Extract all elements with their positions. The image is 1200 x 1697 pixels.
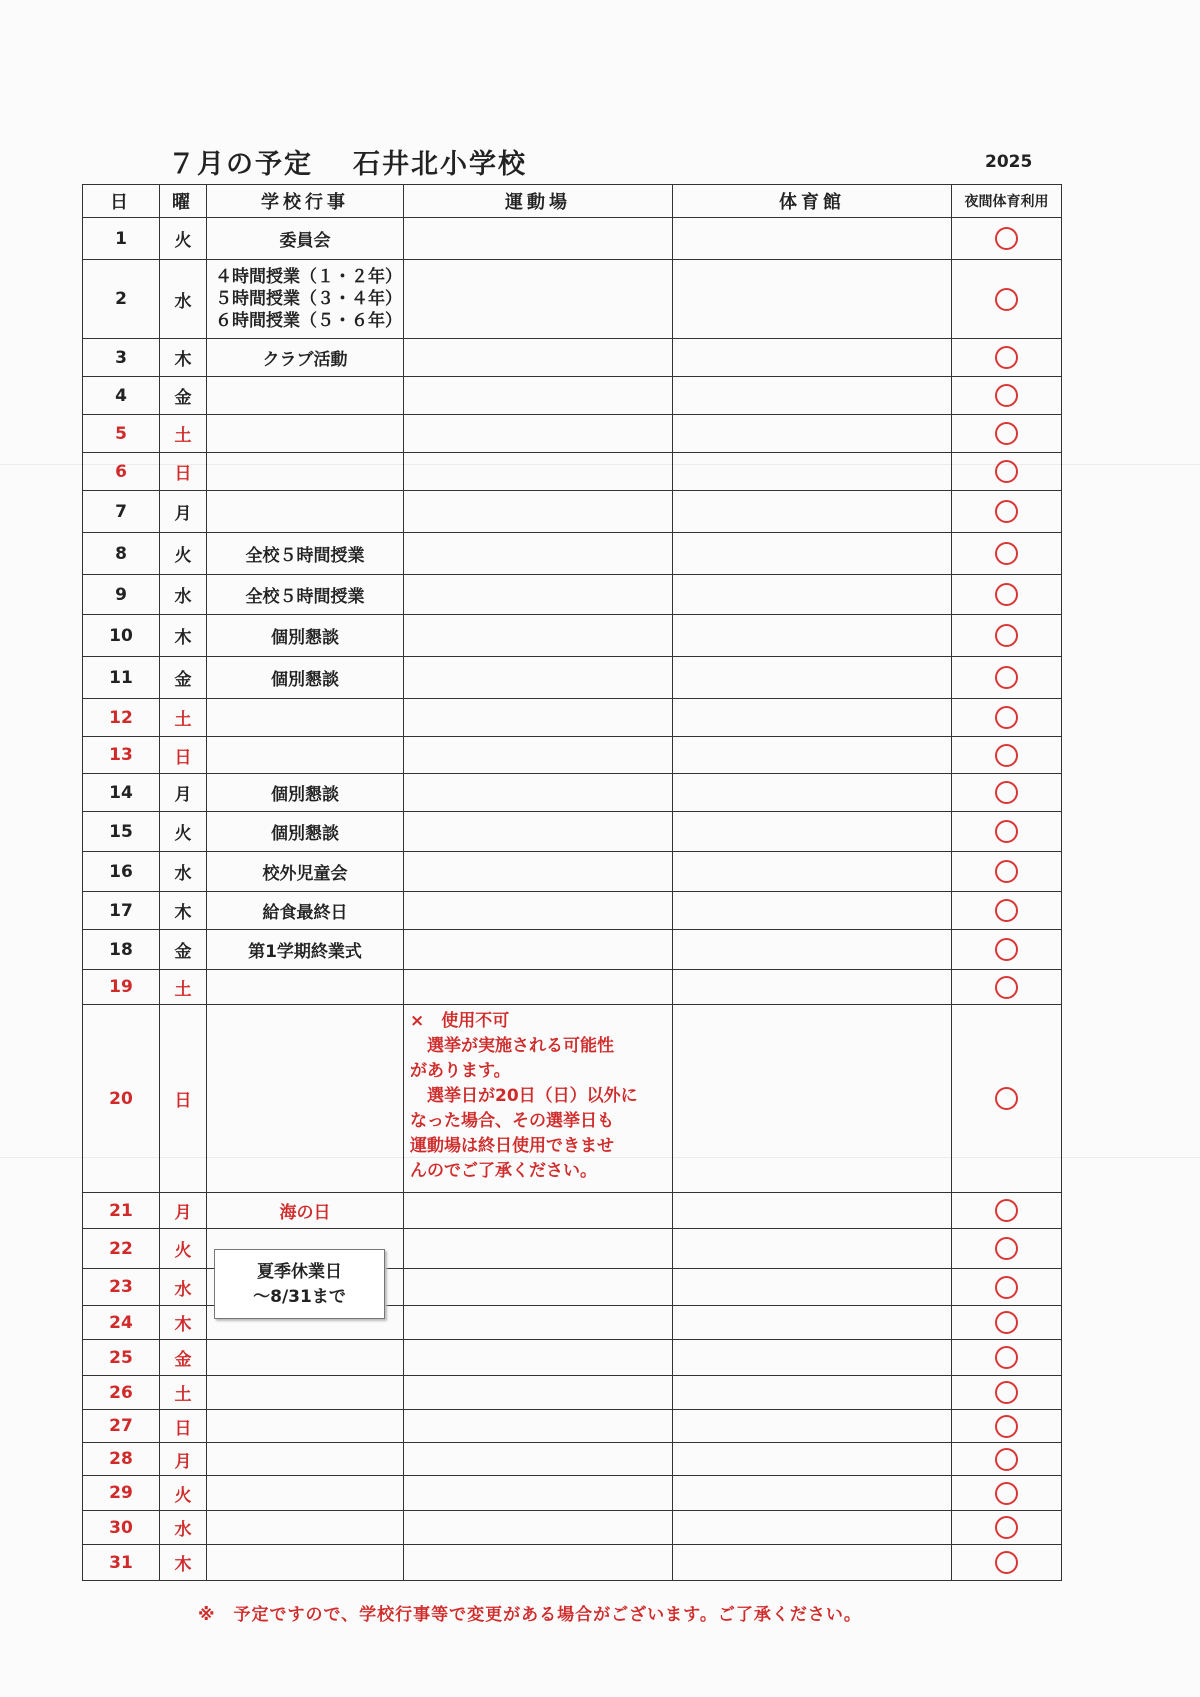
field-cell bbox=[404, 737, 673, 774]
event-cell: 個別懇談 bbox=[207, 657, 404, 699]
table-row bbox=[83, 812, 1062, 852]
gym-cell bbox=[673, 1193, 952, 1229]
event-line: ４時間授業（１・２年） bbox=[215, 267, 402, 287]
gym-cell bbox=[673, 1376, 952, 1410]
night-use-cell bbox=[952, 970, 1062, 1005]
table-header bbox=[83, 185, 1062, 218]
day-cell: 16 bbox=[83, 852, 160, 892]
circle-mark-icon bbox=[995, 666, 1018, 689]
field-cell bbox=[404, 575, 673, 615]
table-row bbox=[83, 1511, 1062, 1545]
night-use-cell bbox=[952, 1229, 1062, 1269]
day-cell: 21 bbox=[83, 1193, 160, 1229]
weekday-cell: 月 bbox=[160, 1443, 207, 1476]
gym-cell bbox=[673, 1269, 952, 1306]
gym-cell bbox=[673, 615, 952, 657]
field-cell bbox=[404, 930, 673, 970]
field-note-line: × 使用不可 bbox=[410, 1011, 510, 1031]
field-note-line: 選挙が実施される可能性 bbox=[410, 1036, 614, 1056]
day-cell: 28 bbox=[83, 1443, 160, 1476]
day-cell: 14 bbox=[83, 774, 160, 812]
table-row bbox=[83, 774, 1062, 812]
gym-cell bbox=[673, 892, 952, 930]
night-use-cell bbox=[952, 892, 1062, 930]
table-row bbox=[83, 1476, 1062, 1511]
event-cell bbox=[207, 737, 404, 774]
circle-mark-icon bbox=[995, 820, 1018, 843]
circle-mark-icon bbox=[995, 1482, 1018, 1505]
gym-cell bbox=[673, 812, 952, 852]
table-row bbox=[83, 377, 1062, 415]
table-row bbox=[83, 453, 1062, 491]
night-use-cell bbox=[952, 1306, 1062, 1340]
table-row bbox=[83, 1193, 1062, 1229]
day-cell: 25 bbox=[83, 1340, 160, 1376]
circle-mark-icon bbox=[995, 624, 1018, 647]
circle-mark-icon bbox=[995, 1346, 1018, 1369]
event-cell: 全校５時間授業 bbox=[207, 575, 404, 615]
day-cell: 24 bbox=[83, 1306, 160, 1340]
night-use-cell bbox=[952, 737, 1062, 774]
circle-mark-icon bbox=[995, 1415, 1018, 1438]
field-cell bbox=[404, 1005, 673, 1193]
weekday-cell: 土 bbox=[160, 699, 207, 737]
day-cell: 13 bbox=[83, 737, 160, 774]
table-row bbox=[83, 339, 1062, 377]
field-cell bbox=[404, 657, 673, 699]
gym-cell bbox=[673, 657, 952, 699]
day-cell: 15 bbox=[83, 812, 160, 852]
field-cell bbox=[404, 1376, 673, 1410]
field-cell bbox=[404, 699, 673, 737]
header-events: 学校行事 bbox=[207, 185, 404, 218]
circle-mark-icon bbox=[995, 781, 1018, 804]
night-use-cell bbox=[952, 491, 1062, 533]
event-line: ５時間授業（３・４年） bbox=[215, 289, 402, 309]
table-row bbox=[83, 892, 1062, 930]
night-use-cell bbox=[952, 1511, 1062, 1545]
event-cell bbox=[207, 970, 404, 1005]
field-cell bbox=[404, 1443, 673, 1476]
field-note-line: があります。 bbox=[410, 1061, 511, 1081]
day-cell: 23 bbox=[83, 1269, 160, 1306]
event-cell: 個別懇談 bbox=[207, 615, 404, 657]
weekday-cell: 水 bbox=[160, 260, 207, 339]
night-use-cell bbox=[952, 453, 1062, 491]
field-cell bbox=[404, 415, 673, 453]
night-use-cell bbox=[952, 774, 1062, 812]
event-cell bbox=[207, 1005, 404, 1193]
day-cell: 20 bbox=[83, 1005, 160, 1193]
field-cell bbox=[404, 1193, 673, 1229]
event-cell: 第1学期終業式 bbox=[207, 930, 404, 970]
weekday-cell: 月 bbox=[160, 491, 207, 533]
gym-cell bbox=[673, 260, 952, 339]
night-use-cell bbox=[952, 1443, 1062, 1476]
table-row bbox=[83, 737, 1062, 774]
circle-mark-icon bbox=[995, 1311, 1018, 1334]
header-field: 運動場 bbox=[404, 185, 673, 218]
header-day: 日 bbox=[83, 185, 160, 218]
day-cell: 31 bbox=[83, 1545, 160, 1581]
field-cell bbox=[404, 812, 673, 852]
circle-mark-icon bbox=[995, 1087, 1018, 1110]
gym-cell bbox=[673, 737, 952, 774]
gym-cell bbox=[673, 1306, 952, 1340]
event-cell bbox=[207, 1511, 404, 1545]
event-line: ６時間授業（５・６年） bbox=[215, 311, 402, 331]
gym-cell bbox=[673, 930, 952, 970]
night-use-cell bbox=[952, 699, 1062, 737]
weekday-cell: 火 bbox=[160, 1229, 207, 1269]
day-cell: 19 bbox=[83, 970, 160, 1005]
gym-cell bbox=[673, 491, 952, 533]
field-cell bbox=[404, 533, 673, 575]
field-cell bbox=[404, 774, 673, 812]
weekday-cell: 火 bbox=[160, 812, 207, 852]
gym-cell bbox=[673, 377, 952, 415]
event-cell bbox=[207, 1545, 404, 1581]
night-use-cell bbox=[952, 339, 1062, 377]
field-cell bbox=[404, 1306, 673, 1340]
day-cell: 8 bbox=[83, 533, 160, 575]
day-cell: 30 bbox=[83, 1511, 160, 1545]
weekday-cell: 火 bbox=[160, 1476, 207, 1511]
circle-mark-icon bbox=[995, 1276, 1018, 1299]
weekday-cell: 日 bbox=[160, 1410, 207, 1443]
weekday-cell: 木 bbox=[160, 892, 207, 930]
night-use-cell bbox=[952, 377, 1062, 415]
header-gym: 体育館 bbox=[673, 185, 952, 218]
field-cell bbox=[404, 1476, 673, 1511]
field-cell bbox=[404, 1340, 673, 1376]
field-cell bbox=[404, 1229, 673, 1269]
field-note-line: 運動場は終日使用できませ bbox=[410, 1136, 614, 1156]
month-title: ７月の予定 bbox=[168, 149, 313, 180]
event-cell: 海の日 bbox=[207, 1193, 404, 1229]
year-label: 2025 bbox=[985, 152, 1033, 172]
field-note-line: 選挙日が20日（日）以外に bbox=[410, 1086, 638, 1106]
gym-cell bbox=[673, 533, 952, 575]
field-cell bbox=[404, 260, 673, 339]
table-row bbox=[83, 491, 1062, 533]
table-row bbox=[83, 930, 1062, 970]
gym-cell bbox=[673, 1005, 952, 1193]
table-row bbox=[83, 575, 1062, 615]
night-use-cell bbox=[952, 1269, 1062, 1306]
weekday-cell: 月 bbox=[160, 774, 207, 812]
footer-note: ※ 予定ですので、学校行事等で変更がある場合がございます。ご了承ください。 bbox=[198, 1605, 862, 1625]
table-row bbox=[83, 970, 1062, 1005]
weekday-cell: 金 bbox=[160, 1340, 207, 1376]
field-cell bbox=[404, 218, 673, 260]
day-cell: 2 bbox=[83, 260, 160, 339]
day-cell: 3 bbox=[83, 339, 160, 377]
gym-cell bbox=[673, 1476, 952, 1511]
weekday-cell: 火 bbox=[160, 533, 207, 575]
day-cell: 27 bbox=[83, 1410, 160, 1443]
schedule-table bbox=[82, 184, 1062, 1581]
circle-mark-icon bbox=[995, 346, 1018, 369]
event-cell bbox=[207, 453, 404, 491]
gym-cell bbox=[673, 1410, 952, 1443]
day-cell: 9 bbox=[83, 575, 160, 615]
event-cell bbox=[207, 1410, 404, 1443]
day-cell: 26 bbox=[83, 1376, 160, 1410]
day-cell: 29 bbox=[83, 1476, 160, 1511]
night-use-cell bbox=[952, 575, 1062, 615]
table-row bbox=[83, 260, 1062, 339]
weekday-cell: 水 bbox=[160, 1269, 207, 1306]
day-cell: 10 bbox=[83, 615, 160, 657]
table-row bbox=[83, 1005, 1062, 1193]
night-use-cell bbox=[952, 657, 1062, 699]
night-use-cell bbox=[952, 1376, 1062, 1410]
gym-cell bbox=[673, 453, 952, 491]
weekday-cell: 水 bbox=[160, 852, 207, 892]
circle-mark-icon bbox=[995, 744, 1018, 767]
day-cell: 5 bbox=[83, 415, 160, 453]
circle-mark-icon bbox=[995, 1199, 1018, 1222]
circle-mark-icon bbox=[995, 1237, 1018, 1260]
night-use-cell bbox=[952, 1410, 1062, 1443]
field-cell bbox=[404, 1545, 673, 1581]
night-use-cell bbox=[952, 930, 1062, 970]
circle-mark-icon bbox=[995, 1381, 1018, 1404]
weekday-cell: 金 bbox=[160, 930, 207, 970]
night-use-cell bbox=[952, 260, 1062, 339]
table-row bbox=[83, 657, 1062, 699]
night-use-cell bbox=[952, 415, 1062, 453]
table-row bbox=[83, 1545, 1062, 1581]
circle-mark-icon bbox=[995, 227, 1018, 250]
weekday-cell: 土 bbox=[160, 1376, 207, 1410]
weekday-cell: 木 bbox=[160, 1306, 207, 1340]
gym-cell bbox=[673, 699, 952, 737]
day-cell: 17 bbox=[83, 892, 160, 930]
gym-cell bbox=[673, 970, 952, 1005]
table-row bbox=[83, 218, 1062, 260]
vacation-title: 夏季休業日 bbox=[257, 1262, 342, 1282]
weekday-cell: 火 bbox=[160, 218, 207, 260]
day-cell: 12 bbox=[83, 699, 160, 737]
event-cell: 個別懇談 bbox=[207, 774, 404, 812]
event-cell bbox=[207, 1376, 404, 1410]
field-note-line: んのでご了承ください。 bbox=[410, 1161, 597, 1181]
table-row bbox=[83, 699, 1062, 737]
table-row bbox=[83, 1376, 1062, 1410]
event-cell: 個別懇談 bbox=[207, 812, 404, 852]
event-cell bbox=[207, 1340, 404, 1376]
circle-mark-icon bbox=[995, 706, 1018, 729]
day-cell: 22 bbox=[83, 1229, 160, 1269]
field-cell bbox=[404, 892, 673, 930]
summer-vacation-box bbox=[214, 1249, 385, 1319]
event-cell bbox=[207, 491, 404, 533]
gym-cell bbox=[673, 575, 952, 615]
table-row bbox=[83, 615, 1062, 657]
header-night-use: 夜間体育利用 bbox=[952, 185, 1062, 218]
night-use-cell bbox=[952, 1545, 1062, 1581]
school-name: 石井北小学校 bbox=[353, 149, 527, 180]
event-cell bbox=[207, 1443, 404, 1476]
weekday-cell: 日 bbox=[160, 453, 207, 491]
night-use-cell bbox=[952, 218, 1062, 260]
circle-mark-icon bbox=[995, 583, 1018, 606]
circle-mark-icon bbox=[995, 860, 1018, 883]
weekday-cell: 水 bbox=[160, 575, 207, 615]
gym-cell bbox=[673, 339, 952, 377]
gym-cell bbox=[673, 415, 952, 453]
weekday-cell: 土 bbox=[160, 970, 207, 1005]
table-row bbox=[83, 1443, 1062, 1476]
circle-mark-icon bbox=[995, 500, 1018, 523]
gym-cell bbox=[673, 1340, 952, 1376]
table-row bbox=[83, 533, 1062, 575]
weekday-cell: 木 bbox=[160, 1545, 207, 1581]
circle-mark-icon bbox=[995, 1448, 1018, 1471]
weekday-cell: 木 bbox=[160, 615, 207, 657]
field-cell bbox=[404, 339, 673, 377]
circle-mark-icon bbox=[995, 1551, 1018, 1574]
event-cell bbox=[207, 377, 404, 415]
circle-mark-icon bbox=[995, 384, 1018, 407]
circle-mark-icon bbox=[995, 288, 1018, 311]
field-cell bbox=[404, 1511, 673, 1545]
night-use-cell bbox=[952, 1005, 1062, 1193]
gym-cell bbox=[673, 1545, 952, 1581]
gym-cell bbox=[673, 1229, 952, 1269]
weekday-cell: 金 bbox=[160, 377, 207, 415]
field-cell bbox=[404, 1410, 673, 1443]
header-weekday: 曜 bbox=[160, 185, 207, 218]
field-cell bbox=[404, 377, 673, 415]
event-cell bbox=[207, 415, 404, 453]
field-cell bbox=[404, 491, 673, 533]
event-cell: クラブ活動 bbox=[207, 339, 404, 377]
vacation-until: ～8/31まで bbox=[253, 1287, 346, 1307]
weekday-cell: 土 bbox=[160, 415, 207, 453]
day-cell: 18 bbox=[83, 930, 160, 970]
day-cell: 4 bbox=[83, 377, 160, 415]
event-cell: 全校５時間授業 bbox=[207, 533, 404, 575]
event-cell bbox=[207, 1476, 404, 1511]
circle-mark-icon bbox=[995, 1516, 1018, 1539]
weekday-cell: 月 bbox=[160, 1193, 207, 1229]
night-use-cell bbox=[952, 1193, 1062, 1229]
event-cell bbox=[207, 699, 404, 737]
event-cell: 委員会 bbox=[207, 218, 404, 260]
day-cell: 6 bbox=[83, 453, 160, 491]
night-use-cell bbox=[952, 1476, 1062, 1511]
circle-mark-icon bbox=[995, 422, 1018, 445]
field-cell bbox=[404, 1269, 673, 1306]
weekday-cell: 日 bbox=[160, 737, 207, 774]
table-row bbox=[83, 1340, 1062, 1376]
event-cell: 給食最終日 bbox=[207, 892, 404, 930]
day-cell: 1 bbox=[83, 218, 160, 260]
day-cell: 7 bbox=[83, 491, 160, 533]
gym-cell bbox=[673, 218, 952, 260]
page-title bbox=[168, 142, 527, 181]
table-row bbox=[83, 852, 1062, 892]
weekday-cell: 水 bbox=[160, 1511, 207, 1545]
circle-mark-icon bbox=[995, 976, 1018, 999]
field-note-line: なった場合、その選挙日も bbox=[410, 1111, 614, 1131]
field-cell bbox=[404, 970, 673, 1005]
night-use-cell bbox=[952, 533, 1062, 575]
gym-cell bbox=[673, 1511, 952, 1545]
event-cell bbox=[207, 260, 404, 339]
table-row bbox=[83, 415, 1062, 453]
field-cell bbox=[404, 453, 673, 491]
circle-mark-icon bbox=[995, 542, 1018, 565]
table-row bbox=[83, 1410, 1062, 1443]
gym-cell bbox=[673, 852, 952, 892]
gym-cell bbox=[673, 1443, 952, 1476]
night-use-cell bbox=[952, 852, 1062, 892]
circle-mark-icon bbox=[995, 460, 1018, 483]
weekday-cell: 金 bbox=[160, 657, 207, 699]
circle-mark-icon bbox=[995, 938, 1018, 961]
night-use-cell bbox=[952, 615, 1062, 657]
circle-mark-icon bbox=[995, 899, 1018, 922]
field-cell bbox=[404, 615, 673, 657]
weekday-cell: 日 bbox=[160, 1005, 207, 1193]
event-cell: 校外児童会 bbox=[207, 852, 404, 892]
night-use-cell bbox=[952, 1340, 1062, 1376]
weekday-cell: 木 bbox=[160, 339, 207, 377]
night-use-cell bbox=[952, 812, 1062, 852]
field-cell bbox=[404, 852, 673, 892]
gym-cell bbox=[673, 774, 952, 812]
day-cell: 11 bbox=[83, 657, 160, 699]
